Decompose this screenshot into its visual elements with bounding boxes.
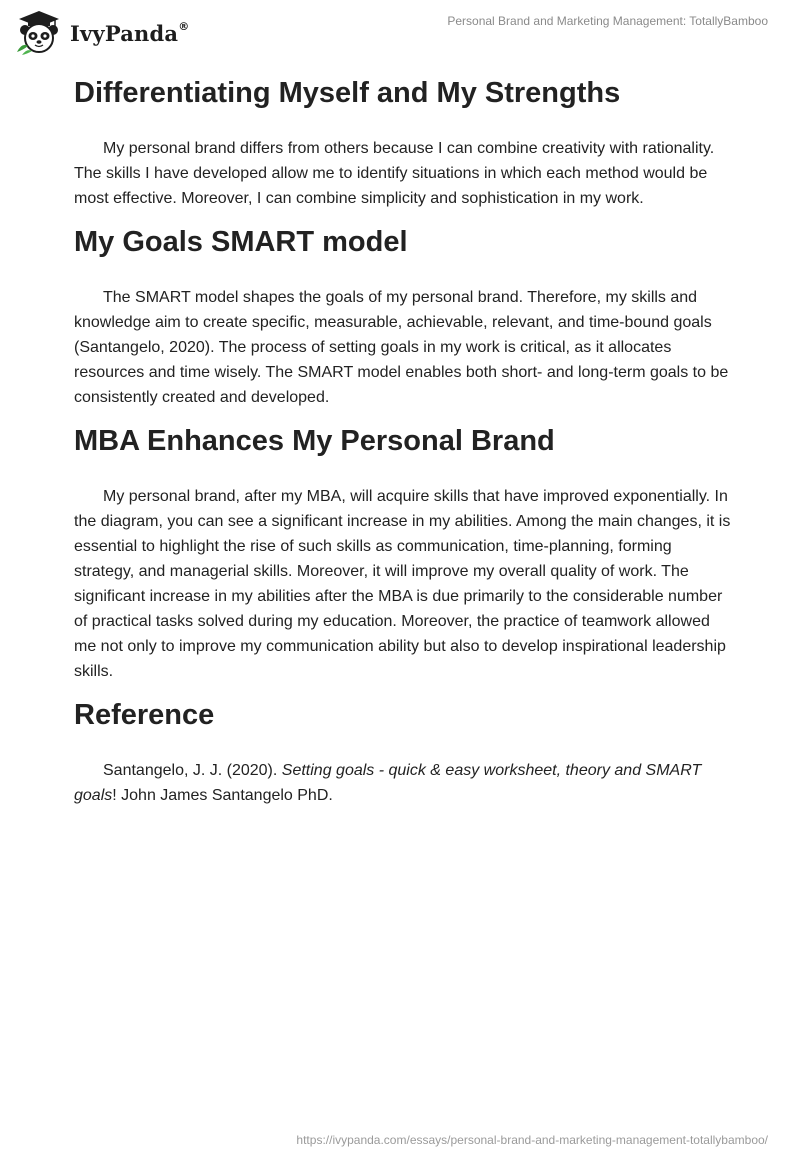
section-heading-differentiating: Differentiating Myself and My Strengths bbox=[74, 77, 621, 109]
section-body-mba: My personal brand, after my MBA, will acquire skills that have improved exponentially. In the diagram, you can see a significant increase in my abilities. Among the main changes, it is essential to highlight the rise of such skills as communication, time-planning, forming strategy, and managerial skills. Moreover, it will improve my overall quality of work. The significant increase in my abilities after the MBA is due primarily to the considerable number of practical tasks solved during my education. Moreover, the practice of teamwork allowed me not only to improve my communication ability but also to develop inspirational leadership skills. bbox=[74, 488, 731, 680]
logo-wordmark: IvyPanda® bbox=[70, 19, 190, 46]
section-heading-reference: Reference bbox=[74, 699, 215, 731]
reference-entry bbox=[74, 758, 734, 808]
page-header bbox=[0, 0, 800, 60]
section-body-differentiating: My personal brand differs from others because I can combine creativity with rationality. The skills I have developed allow me to identify situations in which each method would be most effective. Moreover, I can combine simplicity and sophistication in my work. bbox=[74, 140, 715, 207]
section-heading-smart-model: My Goals SMART model bbox=[74, 226, 408, 258]
document-title: Personal Brand and Marketing Management: TotallyBamboo bbox=[447, 14, 768, 28]
panda-graduate-icon bbox=[14, 8, 64, 58]
reference-title: Setting goals - quick & easy worksheet, theory and SMART goals bbox=[74, 762, 702, 804]
section-body-smart-model: The SMART model shapes the goals of my personal brand. Therefore, my skills and knowledge aim to create specific, measurable, achievable, relevant, and time-bound goals (Santangelo, 2020). The process of setting goals in my work is critical, as it allocates resources and time wisely. The SMART model enables both short- and long-term goals to be consistently created and developed. bbox=[74, 289, 729, 406]
essay-content bbox=[74, 70, 734, 808]
source-url-link[interactable]: https://ivypanda.com/essays/personal-brand-and-marketing-management-totallybamboo/ bbox=[296, 1133, 768, 1147]
reference-author: Santangelo, J. J. (2020). bbox=[103, 762, 282, 779]
reference-publisher: ! John James Santangelo PhD. bbox=[112, 787, 333, 804]
ivypanda-logo[interactable] bbox=[14, 8, 189, 58]
section-heading-mba: MBA Enhances My Personal Brand bbox=[74, 425, 555, 457]
registered-mark: ® bbox=[178, 19, 190, 33]
